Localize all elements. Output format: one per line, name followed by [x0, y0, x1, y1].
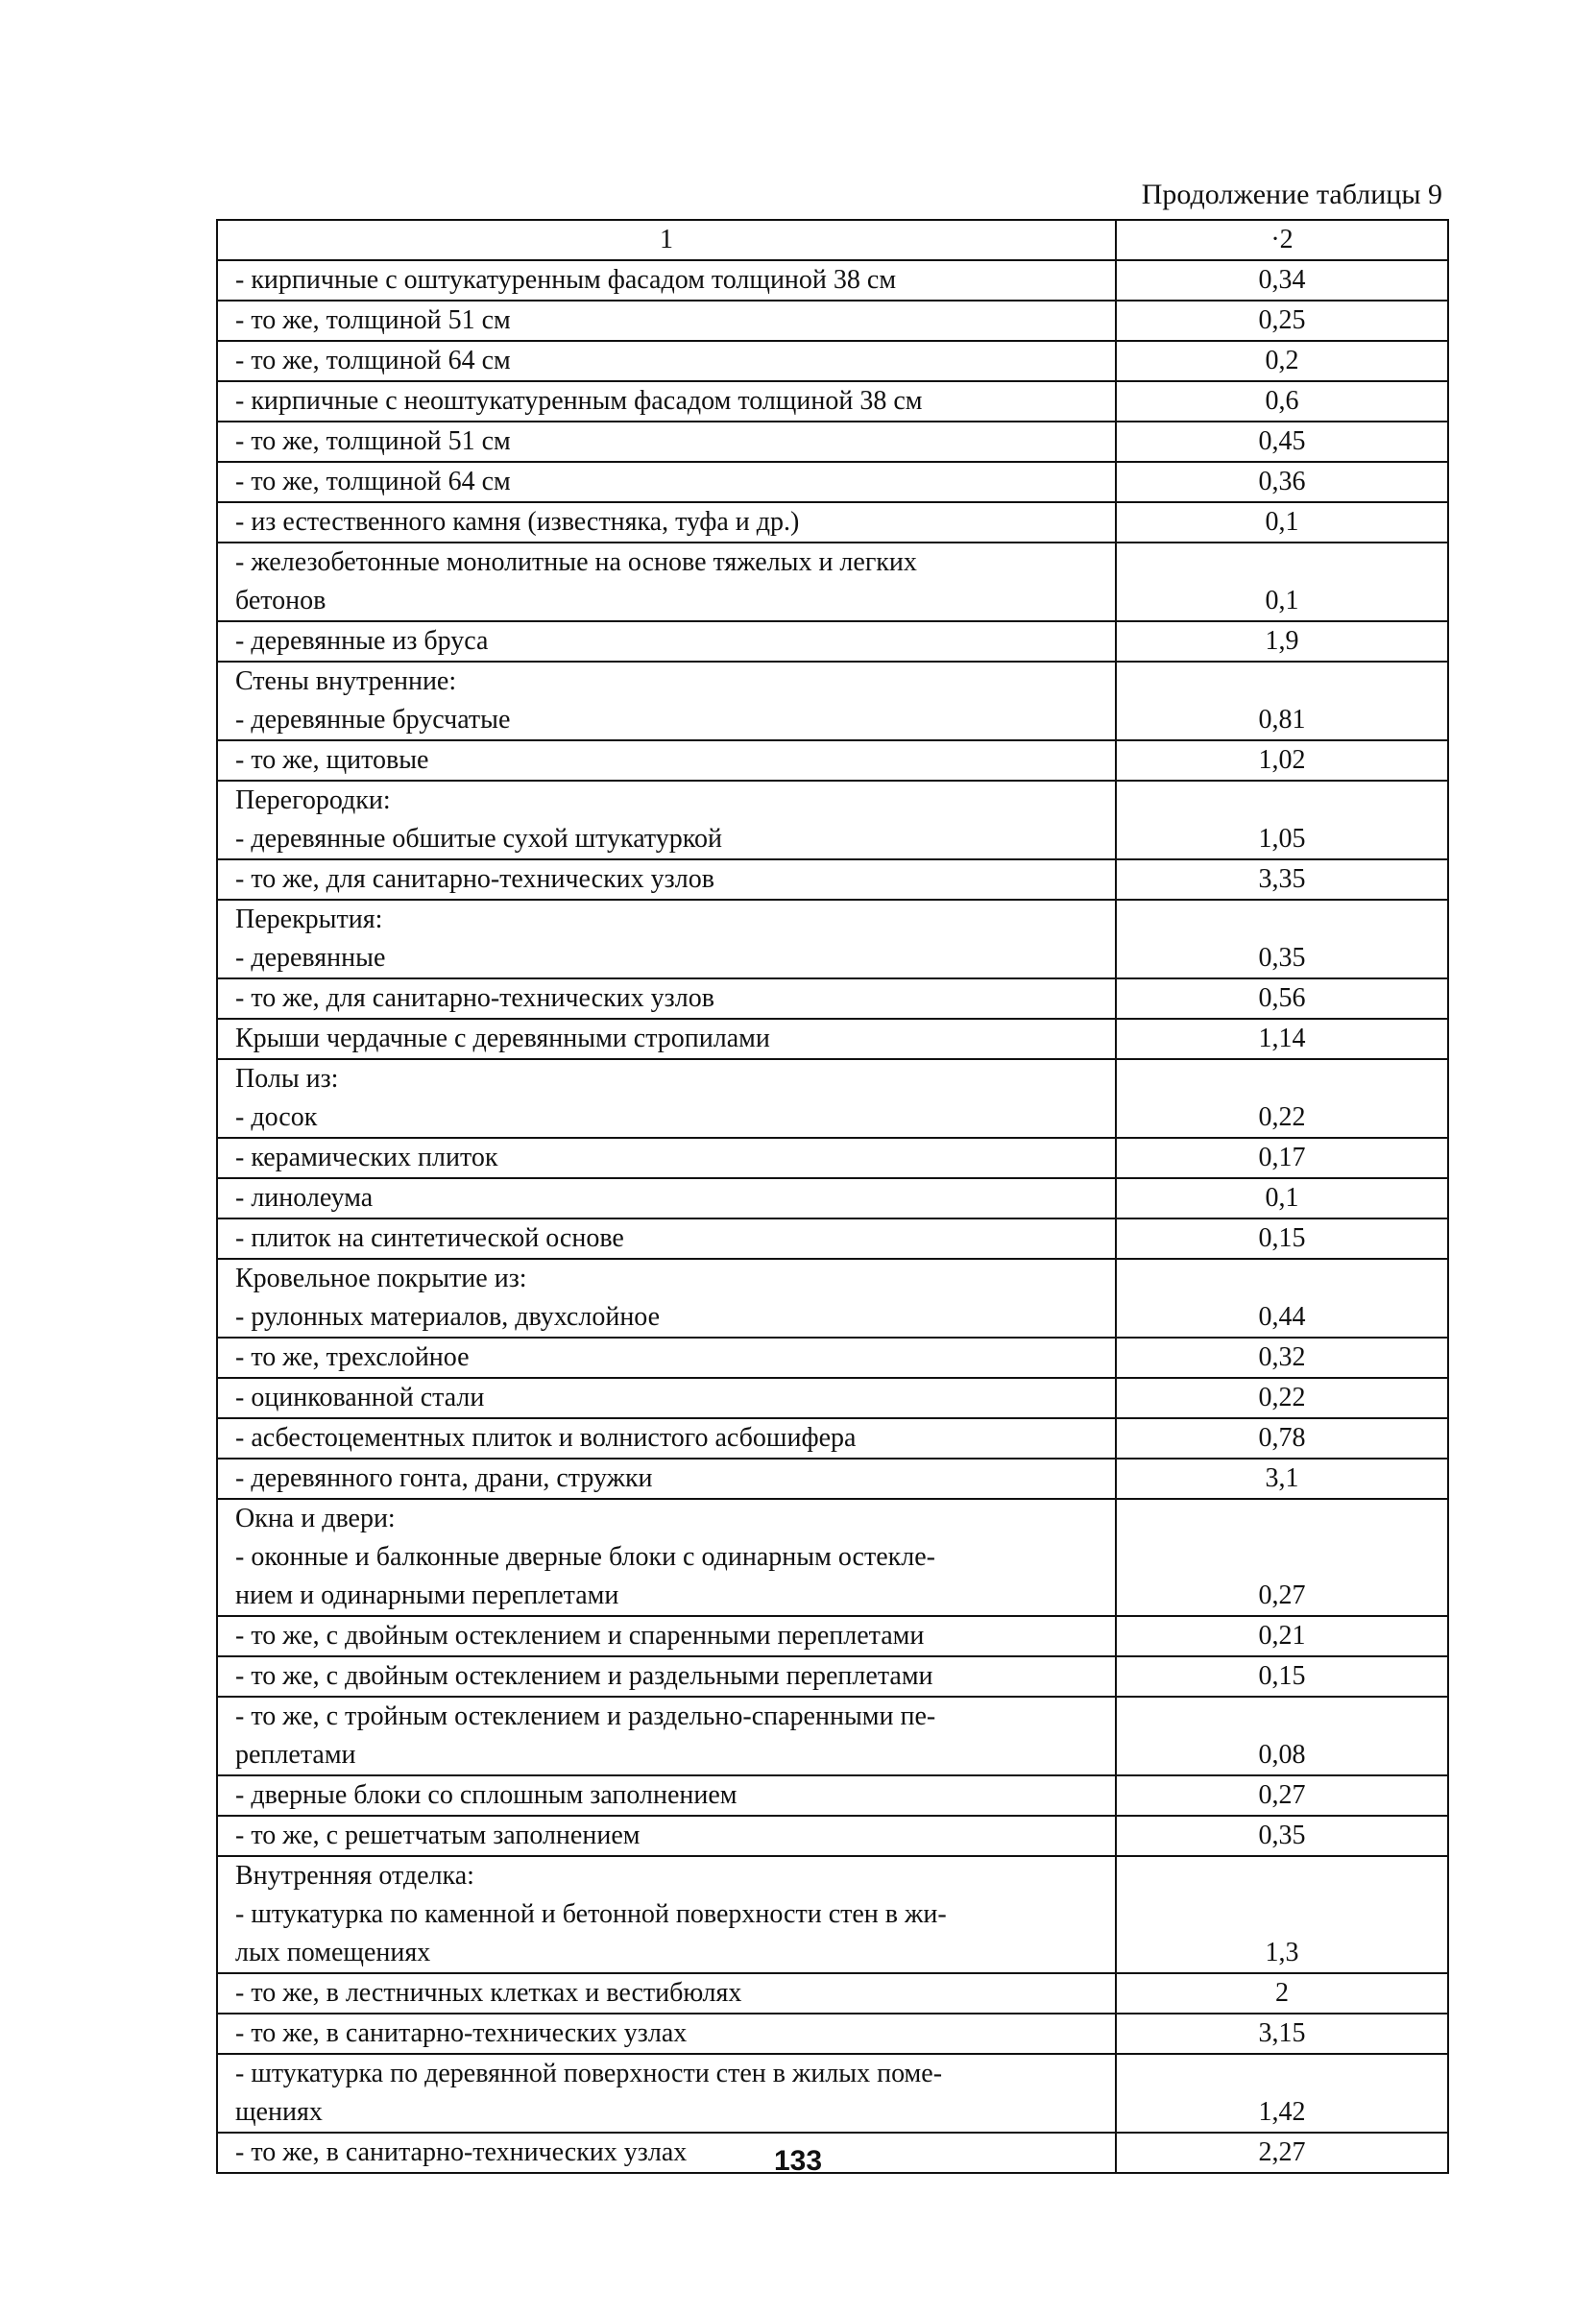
row-value: 0,25	[1116, 301, 1448, 341]
row-text-line: - деревянные	[235, 943, 386, 973]
row-text-line: - железобетонные монолитные на основе тяжелых и легких	[235, 547, 917, 577]
row-value: 1,42	[1116, 2054, 1448, 2133]
row-text-line: - то же, с тройным остеклением и раздельно-спаренными пе-	[235, 1701, 936, 1731]
table-row	[217, 1856, 1448, 1973]
row-text-line: - то же, с двойным остеклением и раздельными переплетами	[235, 1661, 933, 1691]
table-body	[217, 220, 1448, 2173]
table-row	[217, 1697, 1448, 1775]
row-description	[217, 781, 1116, 859]
row-description	[217, 900, 1116, 978]
row-text-line: - оцинкованной стали	[235, 1383, 485, 1412]
row-description	[217, 502, 1116, 543]
row-value: 0,6	[1116, 381, 1448, 422]
table-row	[217, 1418, 1448, 1459]
table-row	[217, 1459, 1448, 1499]
table-row	[217, 381, 1448, 422]
table-row	[217, 978, 1448, 1019]
row-text-line: - оконные и балконные дверные блоки с одинарным остекле-	[235, 1542, 935, 1572]
row-value: 1,05	[1116, 781, 1448, 859]
row-text-line: Перекрытия:	[235, 905, 383, 934]
table-row	[217, 1138, 1448, 1178]
table-row	[217, 1656, 1448, 1697]
row-value: 0,78	[1116, 1418, 1448, 1459]
row-description	[217, 1499, 1116, 1616]
table-row	[217, 662, 1448, 740]
row-description	[217, 978, 1116, 1019]
row-text-line: - деревянные брусчатые	[235, 705, 511, 735]
row-description	[217, 1259, 1116, 1338]
table-row	[217, 1338, 1448, 1378]
row-description	[217, 1856, 1116, 1973]
table-row	[217, 502, 1448, 543]
table-row	[217, 1499, 1448, 1616]
row-text-line: - то же, трехслойное	[235, 1342, 470, 1372]
row-text-line: Стены внутренние:	[235, 666, 457, 696]
row-value: 0,22	[1116, 1059, 1448, 1138]
row-text-line: бетонов	[235, 586, 326, 615]
row-value: 2	[1116, 1973, 1448, 2014]
table-row	[217, 1816, 1448, 1856]
table-row	[217, 1019, 1448, 1059]
row-description	[217, 1656, 1116, 1697]
row-description	[217, 1459, 1116, 1499]
header-col-2: ·2	[1116, 220, 1448, 260]
row-value: 0,27	[1116, 1499, 1448, 1616]
row-description	[217, 2014, 1116, 2054]
row-text-line: - то же, в санитарно-технических узлах	[235, 2018, 688, 2048]
table-row	[217, 462, 1448, 502]
row-description	[217, 1178, 1116, 1218]
row-description	[217, 1775, 1116, 1816]
row-value: 0,2	[1116, 341, 1448, 381]
row-text-line: - то же, для санитарно-технических узлов	[235, 864, 714, 894]
row-text-line: - рулонных материалов, двухслойное	[235, 1302, 661, 1332]
row-text-line: - штукатурка по деревянной поверхности стен в жилых поме-	[235, 2059, 943, 2088]
row-text-line: - асбестоцементных плиток и волнистого асбошифера	[235, 1423, 857, 1453]
row-value: 0,35	[1116, 900, 1448, 978]
row-value: 0,44	[1116, 1259, 1448, 1338]
row-text-line: - плиток на синтетической основе	[235, 1223, 624, 1253]
row-text-line: щениях	[235, 2097, 323, 2127]
row-text-line: - кирпичные с оштукатуренным фасадом толщиной 38 см	[235, 265, 897, 295]
row-text-line: - то же, щитовые	[235, 745, 429, 775]
table-header-row	[217, 220, 1448, 260]
row-description	[217, 1697, 1116, 1775]
table-row	[217, 543, 1448, 621]
row-text-line: Крыши чердачные с деревянными стропилами	[235, 1024, 770, 1053]
row-value: 0,27	[1116, 1775, 1448, 1816]
row-value: 0,1	[1116, 502, 1448, 543]
row-description	[217, 1019, 1116, 1059]
table-row	[217, 740, 1448, 781]
row-text-line: - керамических плиток	[235, 1143, 498, 1172]
table-caption: Продолжение таблицы 9	[1141, 179, 1442, 210]
row-value: 0,21	[1116, 1616, 1448, 1656]
row-description	[217, 543, 1116, 621]
row-text-line: Перегородки:	[235, 785, 391, 815]
table-row	[217, 1178, 1448, 1218]
row-value: 0,56	[1116, 978, 1448, 1019]
row-value: 0,1	[1116, 543, 1448, 621]
table-row	[217, 1616, 1448, 1656]
row-text-line: - то же, с решетчатым заполнением	[235, 1821, 641, 1850]
row-value: 0,15	[1116, 1218, 1448, 1259]
row-text-line: - деревянные из бруса	[235, 626, 489, 656]
row-value: 1,14	[1116, 1019, 1448, 1059]
header-col-1: 1	[217, 220, 1116, 260]
table-row	[217, 1059, 1448, 1138]
row-description	[217, 662, 1116, 740]
table-row	[217, 1378, 1448, 1418]
table-row	[217, 2054, 1448, 2133]
table-row	[217, 260, 1448, 301]
row-description	[217, 1616, 1116, 1656]
row-description	[217, 1059, 1116, 1138]
row-text-line: - досок	[235, 1102, 318, 1132]
row-text-line: Внутренняя отделка:	[235, 1861, 474, 1891]
table-row	[217, 781, 1448, 859]
row-value: 3,15	[1116, 2014, 1448, 2054]
row-text-line: - то же, толщиной 51 см	[235, 305, 511, 335]
page-number: 133	[773, 2145, 823, 2177]
row-description	[217, 381, 1116, 422]
row-value: 1,9	[1116, 621, 1448, 662]
row-description	[217, 1418, 1116, 1459]
row-text-line: реплетами	[235, 1740, 356, 1770]
row-value: 0,35	[1116, 1816, 1448, 1856]
row-description	[217, 422, 1116, 462]
row-value: 0,15	[1116, 1656, 1448, 1697]
row-text-line: - то же, в лестничных клетках и вестибюлях	[235, 1978, 742, 2008]
row-text-line: Полы из:	[235, 1064, 339, 1094]
row-description	[217, 621, 1116, 662]
table-row	[217, 1259, 1448, 1338]
row-value: 0,17	[1116, 1138, 1448, 1178]
row-description	[217, 1378, 1116, 1418]
row-text-line: - штукатурка по каменной и бетонной поверхности стен в жи-	[235, 1899, 947, 1929]
row-description	[217, 1338, 1116, 1378]
row-description	[217, 740, 1116, 781]
table-row	[217, 859, 1448, 900]
row-text-line: лых помещениях	[235, 1938, 431, 1967]
row-text-line: - то же, в санитарно-технических узлах	[235, 2137, 688, 2167]
row-text-line: Кровельное покрытие из:	[235, 1264, 527, 1293]
row-value: 1,3	[1116, 1856, 1448, 1973]
row-value: 3,1	[1116, 1459, 1448, 1499]
row-value: 0,34	[1116, 260, 1448, 301]
row-text-line: - то же, толщиной 64 см	[235, 346, 511, 375]
row-description	[217, 1973, 1116, 2014]
row-value: 2,27	[1116, 2133, 1448, 2173]
table-row	[217, 422, 1448, 462]
row-description	[217, 462, 1116, 502]
row-description	[217, 1218, 1116, 1259]
table-row	[217, 2014, 1448, 2054]
table-row	[217, 900, 1448, 978]
row-text-line: - линолеума	[235, 1183, 374, 1213]
row-text-line: - то же, толщиной 51 см	[235, 426, 511, 456]
row-description	[217, 2054, 1116, 2133]
row-description	[217, 1138, 1116, 1178]
row-value: 1,02	[1116, 740, 1448, 781]
row-value: 0,32	[1116, 1338, 1448, 1378]
row-value: 0,1	[1116, 1178, 1448, 1218]
row-text-line: - деревянные обшитые сухой штукатуркой	[235, 824, 722, 854]
table-row	[217, 1973, 1448, 2014]
row-value: 0,45	[1116, 422, 1448, 462]
row-description	[217, 859, 1116, 900]
row-description	[217, 260, 1116, 301]
table-row	[217, 301, 1448, 341]
row-text-line: - кирпичные с неоштукатуренным фасадом толщиной 38 см	[235, 386, 923, 416]
row-text-line: Окна и двери:	[235, 1504, 396, 1533]
row-text-line: - дверные блоки со сплошным заполнением	[235, 1780, 738, 1810]
table-row	[217, 1218, 1448, 1259]
row-text-line: - то же, с двойным остеклением и спаренными переплетами	[235, 1621, 925, 1651]
row-value: 3,35	[1116, 859, 1448, 900]
row-text-line: - деревянного гонта, драни, стружки	[235, 1463, 653, 1493]
data-table	[216, 219, 1449, 2174]
row-value: 0,36	[1116, 462, 1448, 502]
row-description	[217, 301, 1116, 341]
row-description	[217, 1816, 1116, 1856]
row-text-line: - то же, толщиной 64 см	[235, 467, 511, 496]
row-value: 0,22	[1116, 1378, 1448, 1418]
row-description	[217, 341, 1116, 381]
row-text-line: - из естественного камня (известняка, туфа и др.)	[235, 507, 800, 537]
table-row	[217, 341, 1448, 381]
row-text-line: нием и одинарными переплетами	[235, 1580, 619, 1610]
row-value: 0,81	[1116, 662, 1448, 740]
row-text-line: - то же, для санитарно-технических узлов	[235, 983, 714, 1013]
table-row	[217, 621, 1448, 662]
row-value: 0,08	[1116, 1697, 1448, 1775]
table-row	[217, 1775, 1448, 1816]
